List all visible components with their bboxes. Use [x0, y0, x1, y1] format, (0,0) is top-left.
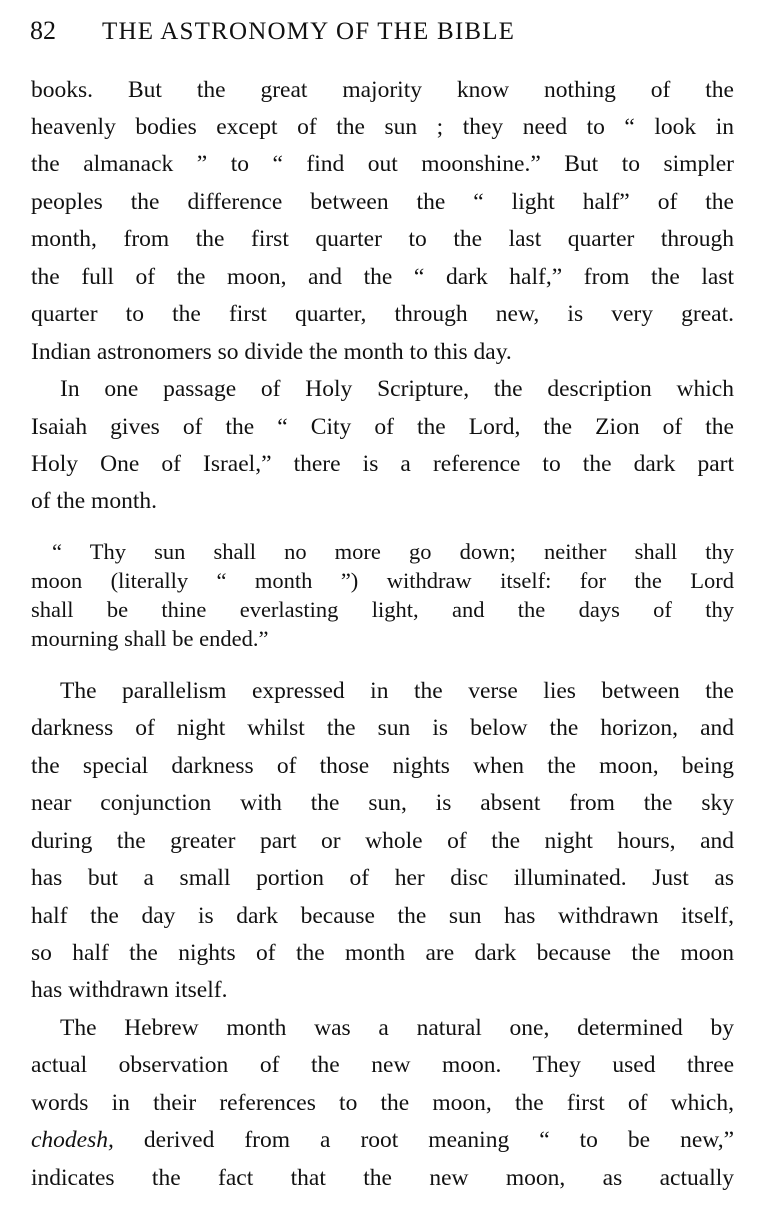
text-line: of the month. [31, 488, 157, 514]
text-line: half the day is dark because the sun has withdrawn itself, [31, 903, 734, 929]
paragraph-first-line: The parallelism expressed in the verse lies between the [60, 678, 734, 704]
quote-line: shall be thine everlasting light, and the days of thy [31, 597, 734, 622]
text-span: derived from a root meaning “ to be new,” [113, 1127, 734, 1153]
text-line: heavenly bodies except of the sun ; they need to “ look in [31, 114, 734, 140]
text-line: the almanack ” to “ find out moonshine.” But to simpler [31, 151, 734, 177]
quote-line: mourning shall be ended.” [31, 626, 269, 651]
text-line: words in their references to the moon, the first of which, [31, 1090, 734, 1116]
text-line: Isaiah gives of the “ City of the Lord, the Zion of the [31, 414, 734, 440]
text-line: has withdrawn itself. [31, 977, 228, 1003]
text-line: during the greater part or whole of the night hours, and [31, 828, 734, 854]
text-line: peoples the difference between the “ light half” of the [31, 189, 734, 215]
text-line: Indian astronomers so divide the month to this day. [31, 339, 512, 365]
text-line: the full of the moon, and the “ dark half,” from the last [31, 264, 734, 290]
text-line: books. But the great majority know nothing of the [31, 77, 734, 103]
text-line: month, from the first quarter to the last quarter through [31, 226, 734, 252]
text-line: indicates the fact that the new moon, as actually [31, 1165, 734, 1191]
running-header [30, 16, 730, 46]
running-title: THE ASTRONOMY OF THE BIBLE [102, 18, 516, 45]
page-number: 82 [30, 16, 56, 45]
italic-term: chodesh, [31, 1127, 114, 1153]
text-line: the special darkness of those nights when the moon, being [31, 753, 734, 779]
text-line: has but a small portion of her disc illuminated. Just as [31, 865, 734, 891]
text-line: quarter to the first quarter, through new, is very great. [31, 301, 734, 327]
text-line: near conjunction with the sun, is absent from the sky [31, 790, 734, 816]
paragraph-first-line: In one passage of Holy Scripture, the description which [60, 376, 734, 402]
quote-line: “ Thy sun shall no more go down; neither shall thy [52, 539, 734, 564]
text-line: darkness of night whilst the sun is below the horizon, and [31, 715, 734, 741]
text-line: actual observation of the new moon. They used three [31, 1052, 734, 1078]
text-line: Holy One of Israel,” there is a reference to the dark part [31, 451, 734, 477]
text-line-with-italic [31, 1122, 734, 1159]
text-line: so half the nights of the month are dark because the moon [31, 940, 734, 966]
paragraph-first-line: The Hebrew month was a natural one, determined by [60, 1015, 734, 1041]
quote-line: moon (literally “ month ”) withdraw itself: for the Lord [31, 568, 734, 593]
